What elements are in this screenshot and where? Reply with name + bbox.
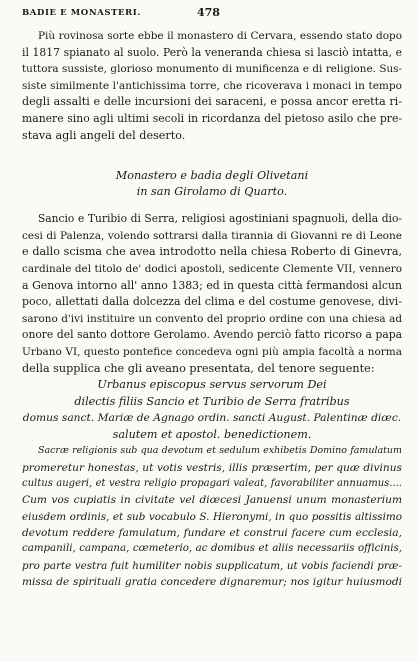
salutation-line: dilectis filiis Sancio et Turibio de Serra fratribus: [74, 394, 350, 408]
page-body: [22, 28, 402, 590]
latin-line: eiusdem ordinis, et sub vocabulo S. Hieronymi, in quo possitis altissimo: [22, 510, 402, 523]
heading-line: Monastero e badia degli Olivetani: [115, 169, 309, 183]
text-line: cesi di Palenza, volendo sottrarsi dalla tirannia di Giovanni re di Leone: [22, 229, 402, 242]
text-line: tuttora sussiste, glorioso monumento di munificenza e di religione. Sus-: [22, 63, 402, 76]
latin-line: devotum reddere famulatum, fundare et construi facere cum ecclesia,: [22, 526, 402, 539]
salutation-line: Urbanus episcopus servus servorum Dei: [97, 378, 327, 392]
latin-line: campanili, campana, cœmeterio, ac domibus et aliis necessariis officinis,: [22, 543, 402, 555]
text-line: Urbano VI, questo pontefice concedeva ogni più ampia facoltà a norma: [22, 345, 402, 358]
text-line: degli assalti e delle incursioni dei saraceni, e possa ancor eretta ri-: [22, 95, 402, 109]
salutation-line: salutem et apostol. benedictionem.: [112, 427, 312, 441]
text-line: il 1817 spianato al suolo. Però la veneranda chiesa si lasciò intatta, e: [22, 45, 402, 59]
page-header: [22, 6, 402, 20]
latin-line: cultus augeri, et vestra religio propagari valeat, favorabiliter annuamus....: [22, 478, 402, 490]
latin-line: pro parte vestra fuit humiliter nobis supplicatum, ut vobis faciendi præ-: [22, 559, 402, 572]
text-line: Sancio e Turibio di Serra, religiosi agostiniani spagnuoli, della dio-: [38, 212, 402, 226]
text-line: manere sino agli ultimi secoli in ricordanza del pietoso asilo che pre-: [22, 111, 402, 125]
text-line: onore del santo dottore Gerolamo. Avendo perciò fatto ricorso a papa: [22, 328, 402, 342]
latin-line: Cum vos cupiatis in civitate vel diœcesi Januensi unum monasterium: [22, 494, 402, 507]
heading-line: in san Girolamo di Quarto.: [136, 185, 288, 199]
salutation-line: domus sanct. Mariæ de Agnago ordin. sancti August. Palentinæ diœc.: [22, 411, 402, 425]
text-line: cardinale del titolo de' dodici apostoli, sedicente Clemente VII, vennero: [22, 262, 402, 275]
text-line: e dallo scisma che avea introdotto nella chiesa Roberto di Ginevra,: [22, 245, 402, 259]
text-line: a Genova intorno all' anno 1383; ed in questa città fermandosi alcun: [22, 278, 402, 292]
latin-line: promeretur honestas, ut votis vestris, illis præsertim, per quæ divinus: [22, 461, 402, 474]
paragraph-cervara: [22, 28, 402, 144]
text-line: poco, allettati dalla dolcezza del clima e del costume genovese, divi-: [22, 295, 402, 309]
page-number: 478: [197, 6, 220, 19]
text-line: stava agli angeli del deserto.: [22, 128, 186, 142]
text-line: siste similmente l'antichissima torre, che ricoverava i monaci in tempo: [22, 79, 402, 92]
latin-line: missa de spirituali gratia concedere dignaremur; nos igitur huiusmodi: [22, 575, 402, 588]
latin-line: Sacræ religionis sub qua devotum et sedulum exhibetis Domino famulatum: [38, 445, 402, 457]
latin-bull-text: [22, 443, 402, 590]
section-heading: [22, 168, 402, 200]
running-head: BADIE E MONASTERI.: [22, 8, 141, 18]
text-line: Più rovinosa sorte ebbe il monastero di Cervara, essendo stato dopo: [38, 30, 402, 42]
text-line: della supplica che gli aveano presentata, del tenore seguente:: [22, 361, 375, 375]
papal-salutation: [22, 377, 402, 443]
paragraph-olivetani: [22, 211, 402, 377]
text-line: sarono d'ivi instituire un convento del proprio ordine con una chiesa ad: [22, 312, 402, 325]
